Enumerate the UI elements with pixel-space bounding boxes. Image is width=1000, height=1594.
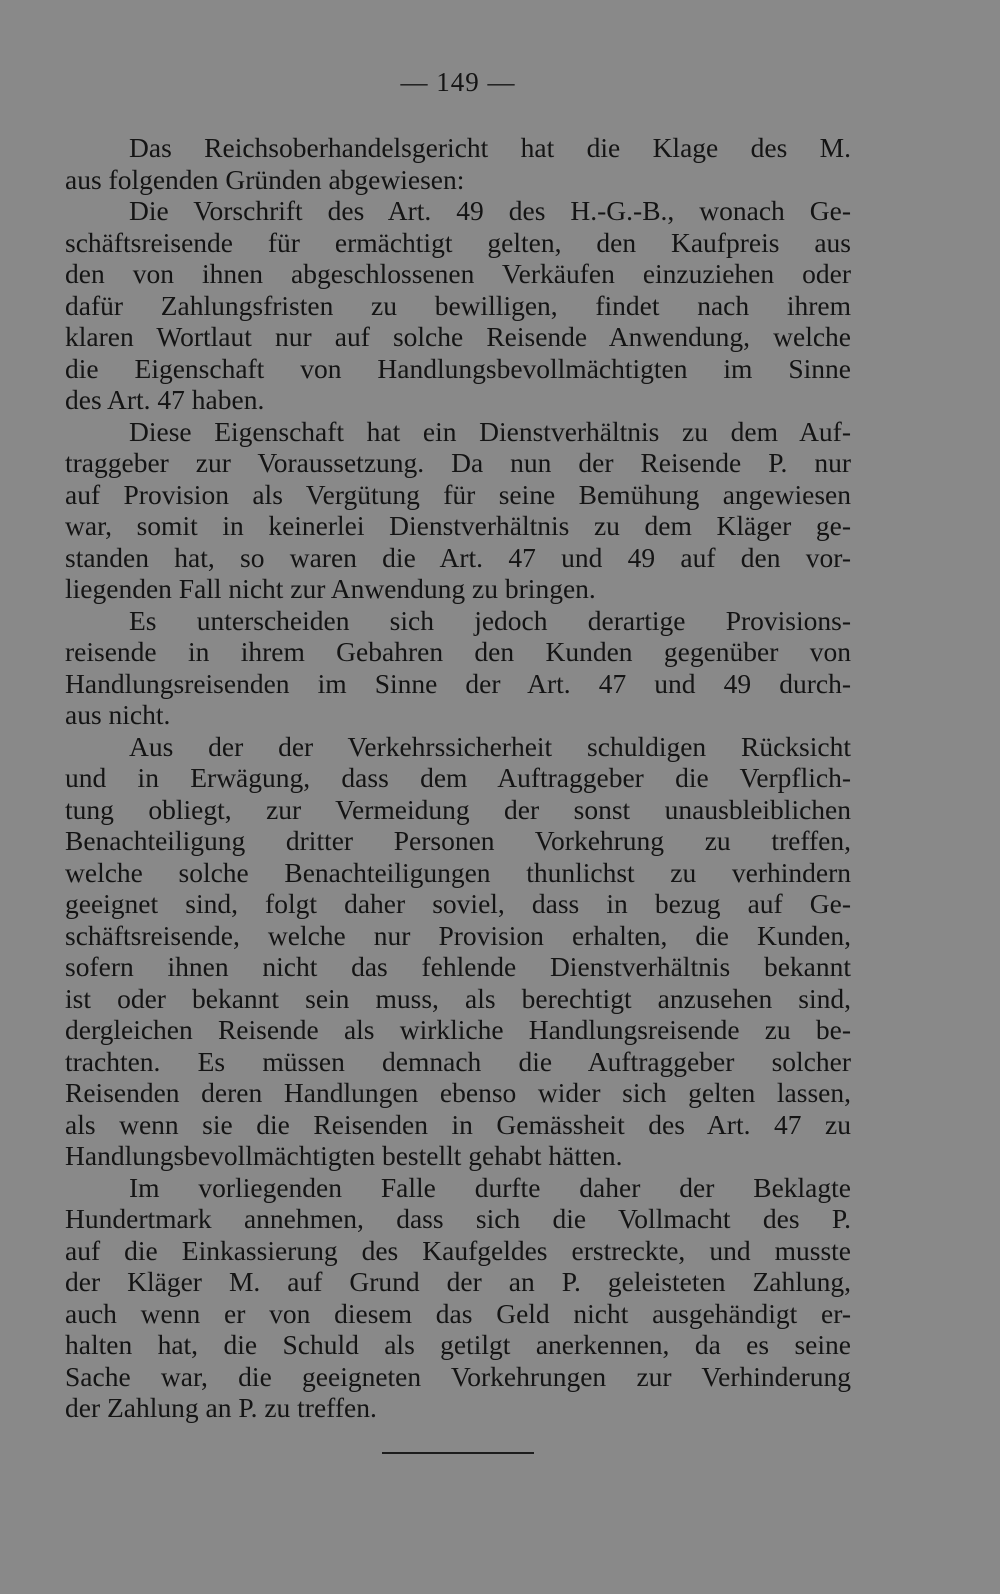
text-line: Reisenden deren Handlungen ebenso wider sich gelten lassen, (65, 1077, 851, 1108)
text-line: die Eigenschaft von Handlungsbevollmächtigten im Sinne (65, 352, 851, 384)
text-line: Aus der der Verkehrssicherheit schuldigen Rücksicht (129, 730, 851, 762)
text-line: Hundertmark annehmen, dass sich die Vollmacht des P. (65, 1203, 851, 1234)
text-line: trachten. Es müssen demnach die Auftraggeber solcher (65, 1045, 851, 1077)
text-line: auch wenn er von diesem das Geld nicht ausgehändigt er- (65, 1297, 851, 1329)
text-line: und in Erwägung, dass dem Auftraggeber die Verpflich- (65, 762, 851, 793)
paragraph (65, 132, 851, 195)
text-line: dafür Zahlungsfristen zu bewilligen, findet nach ihrem (65, 289, 851, 321)
page-number: — 149 — (400, 67, 516, 97)
text-line: tung obliegt, zur Vermeidung der sonst unausbleiblichen (65, 793, 851, 825)
end-rule (382, 1452, 534, 1454)
paragraph (65, 731, 851, 1172)
text-line: Diese Eigenschaft hat ein Dienstverhältnis zu dem Auf- (129, 415, 851, 447)
body-text (65, 132, 851, 1424)
text-line: auf die Einkassierung des Kaufgeldes erstreckte, und musste (65, 1234, 851, 1266)
text-line: welche solche Benachteiligungen thunlichst zu verhindern (65, 856, 851, 888)
text-line: Im vorliegenden Falle durfte daher der Beklagte (129, 1171, 851, 1203)
text-line: halten hat, die Schuld als getilgt anerkennen, da es seine (65, 1329, 851, 1360)
text-line: schäftsreisende für ermächtigt gelten, den Kaufpreis aus (65, 226, 851, 258)
paragraph (65, 1172, 851, 1424)
text-line: als wenn sie die Reisenden in Gemässheit des Art. 47 zu (65, 1108, 851, 1140)
text-line: Das Reichsoberhandelsgericht hat die Klage des M. (129, 132, 851, 163)
paragraph (65, 416, 851, 605)
paragraph (65, 195, 851, 416)
text-line: Sache war, die geeigneten Vorkehrungen zur Verhinderung (65, 1360, 851, 1392)
text-line: Handlungsbevollmächtigten bestellt gehabt hätten. (65, 1140, 623, 1171)
text-line: Handlungsreisenden im Sinne der Art. 47 und 49 durch- (65, 667, 851, 699)
text-line: der Zahlung an P. zu treffen. (65, 1392, 377, 1423)
text-line: Es unterscheiden sich jedoch derartige Provisions- (129, 604, 851, 636)
text-line: geeignet sind, folgt daher soviel, dass in bezug auf Ge- (65, 888, 851, 919)
text-line: den von ihnen abgeschlossenen Verkäufen einzuziehen oder (65, 258, 851, 289)
text-line: ist oder bekannt sein muss, als berechtigt anzusehen sind, (65, 982, 851, 1014)
text-line: standen hat, so waren die Art. 47 und 49 auf den vor- (65, 541, 851, 573)
text-line: des Art. 47 haben. (65, 384, 265, 415)
paragraph (65, 605, 851, 731)
text-line: reisende in ihrem Gebahren den Kunden gegenüber von (65, 636, 851, 667)
text-line: liegenden Fall nicht zur Anwendung zu bringen. (65, 573, 596, 604)
text-line: war, somit in keinerlei Dienstverhältnis zu dem Kläger ge- (65, 510, 851, 541)
document-page (65, 62, 851, 1454)
text-line: traggeber zur Voraussetzung. Da nun der Reisende P. nur (65, 447, 851, 478)
text-line: sofern ihnen nicht das fehlende Dienstverhältnis bekannt (65, 951, 851, 982)
text-line: aus nicht. (65, 699, 171, 730)
text-line: Benachteiligung dritter Personen Vorkehrung zu treffen, (65, 825, 851, 856)
text-line: schäftsreisende, welche nur Provision erhalten, die Kunden, (65, 919, 851, 951)
text-line: der Kläger M. auf Grund der an P. geleisteten Zahlung, (65, 1266, 851, 1297)
text-line: Die Vorschrift des Art. 49 des H.-G.-B., wonach Ge- (129, 195, 851, 226)
text-line: klaren Wortlaut nur auf solche Reisende Anwendung, welche (65, 321, 851, 352)
text-line: auf Provision als Vergütung für seine Bemühung angewiesen (65, 478, 851, 510)
text-line: aus folgenden Gründen abgewiesen: (65, 163, 465, 195)
text-line: dergleichen Reisende als wirkliche Handlungsreisende zu be- (65, 1014, 851, 1045)
